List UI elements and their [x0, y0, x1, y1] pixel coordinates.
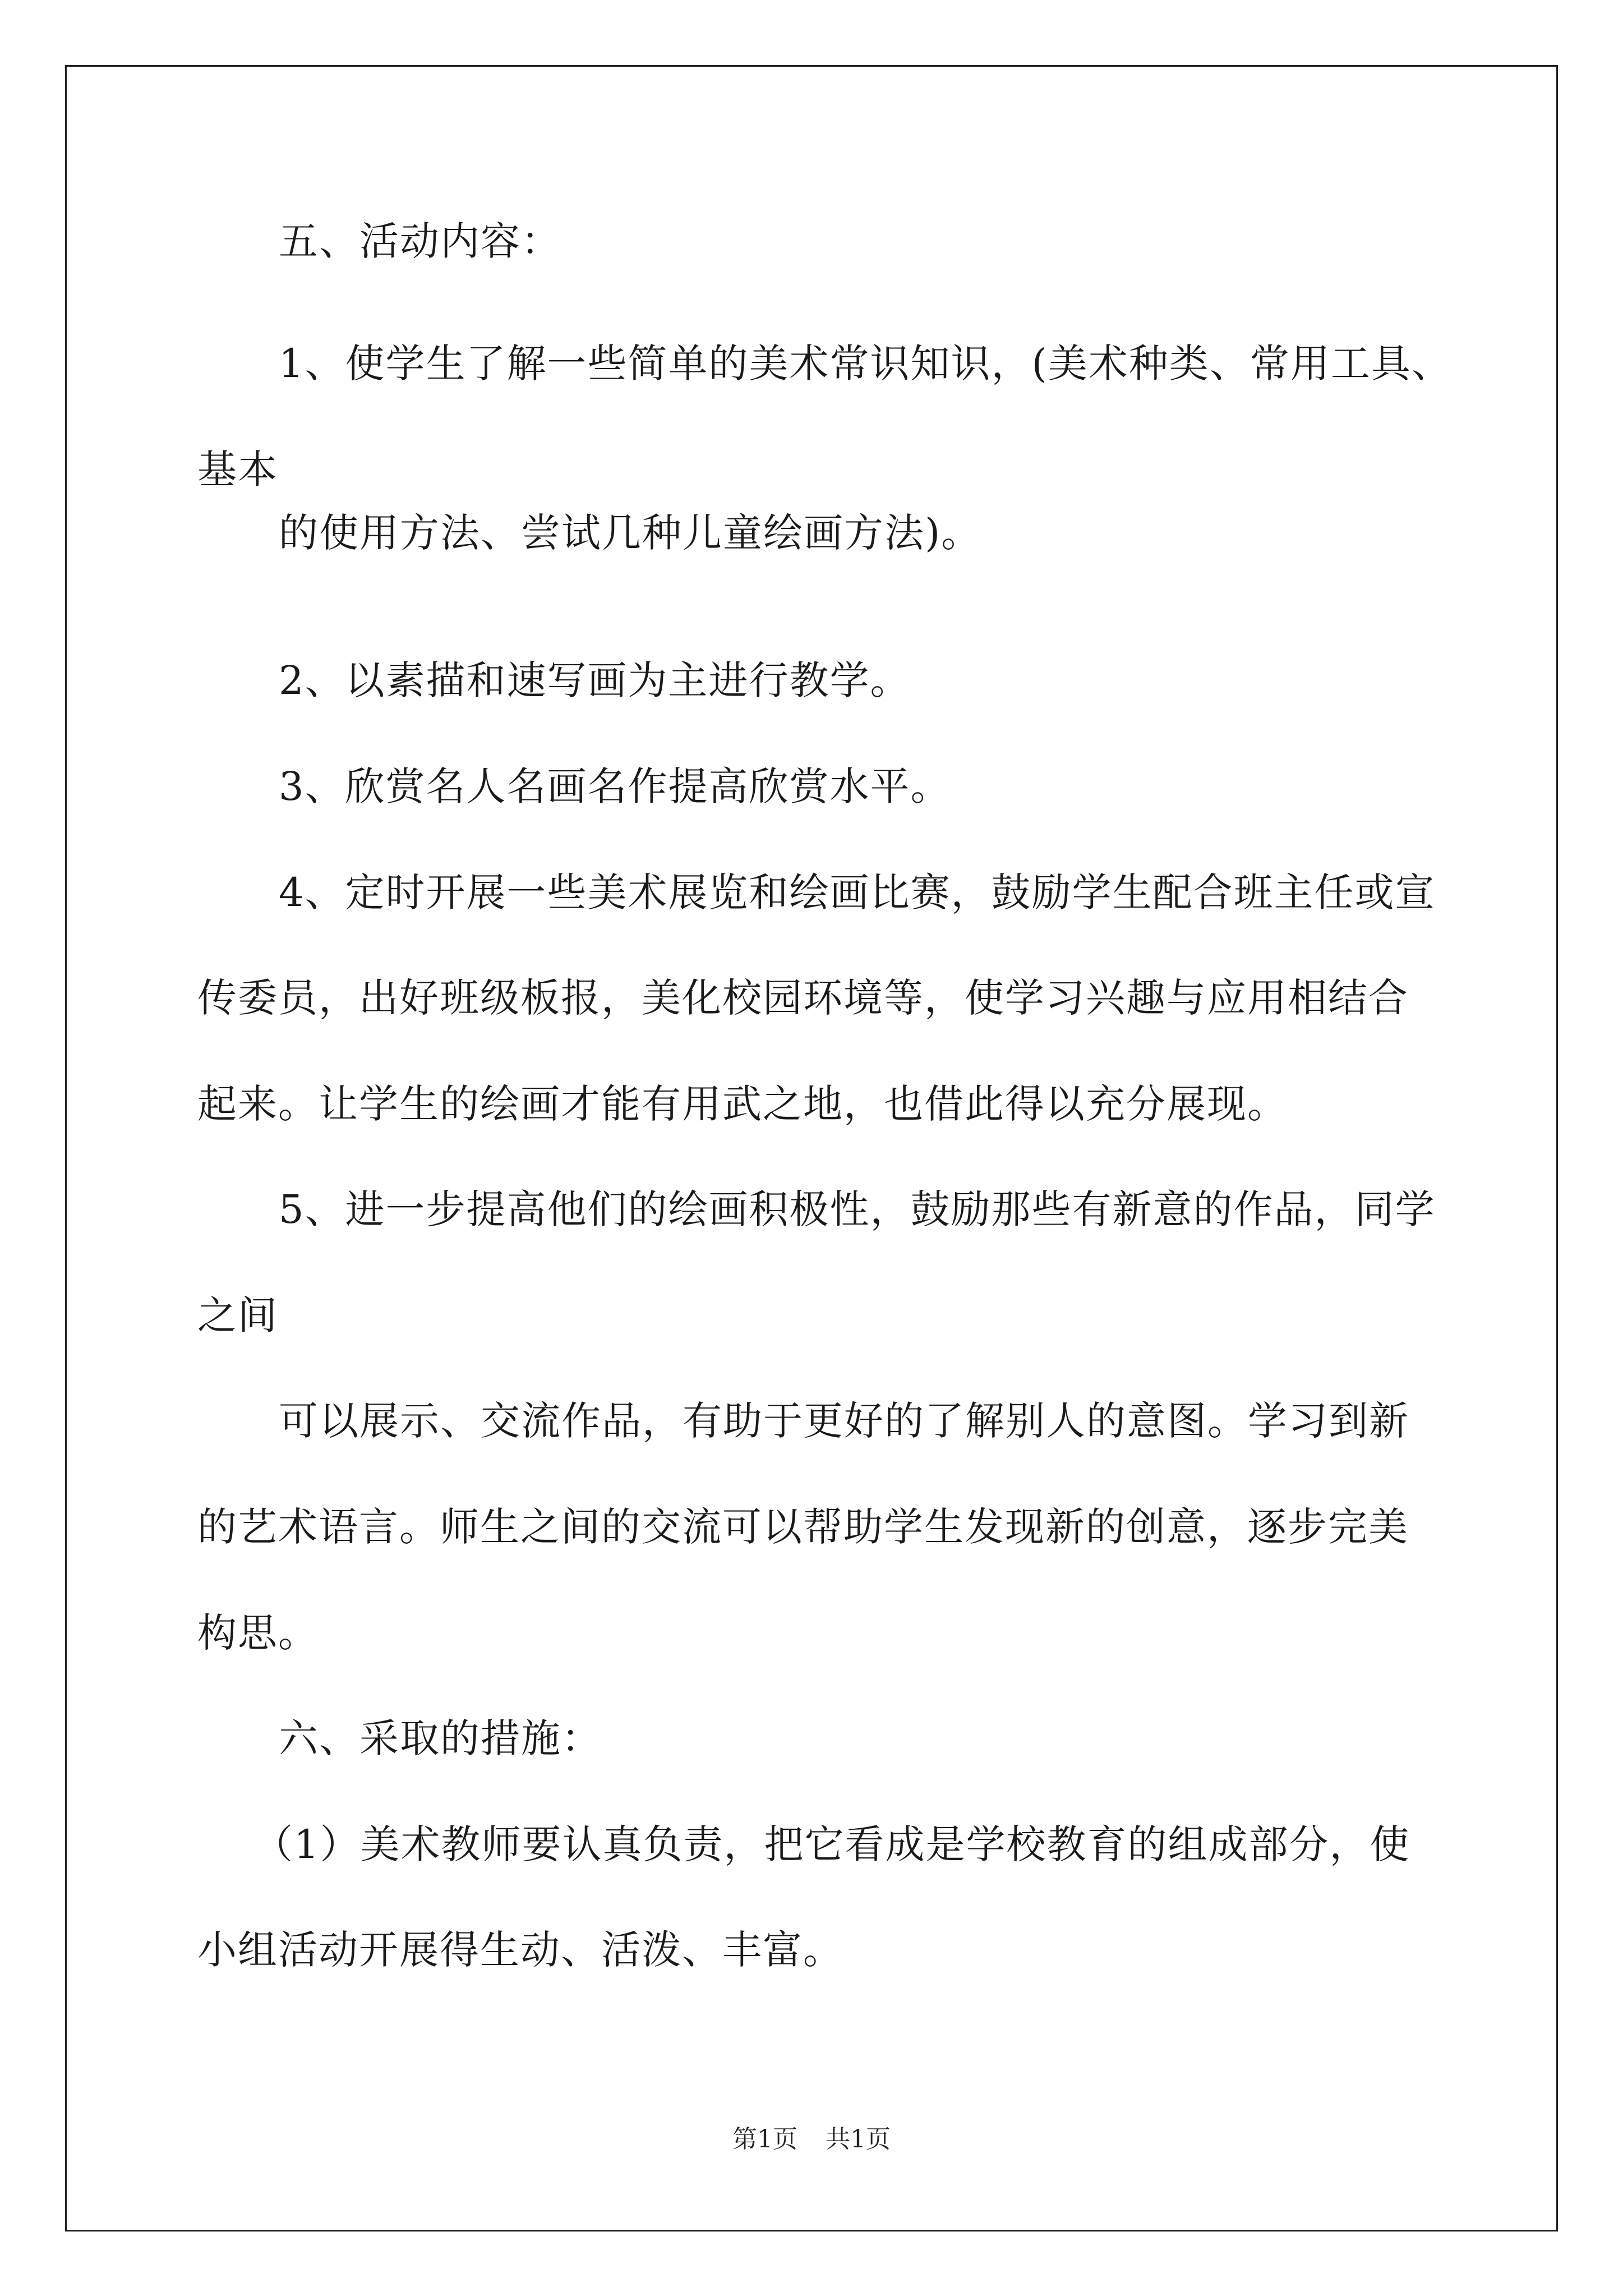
- paragraph-line: 5、进一步提高他们的绘画积极性，鼓励那些有新意的作品，同学: [279, 1186, 1436, 1232]
- page-number: 第1页: [732, 2125, 797, 2154]
- paragraph-line: 起来。让学生的绘画才能有用武之地，也借此得以充分展现。: [197, 1081, 1288, 1127]
- section-heading-measures: 六、采取的措施：: [279, 1715, 602, 1761]
- paragraph-line: 1、使学生了解一些简单的美术常识知识，(美术种类、常用工具、: [279, 341, 1452, 386]
- page-total: 共1页: [826, 2125, 891, 2154]
- section-heading-activity-content: 五、活动内容：: [279, 218, 561, 264]
- paragraph-line: 4、定时开展一些美术展览和绘画比赛，鼓励学生配合班主任或宣: [279, 869, 1436, 915]
- page-footer: [0, 2124, 1623, 2155]
- paragraph-line: 之间: [197, 1292, 278, 1338]
- paragraph-line: 构思。: [197, 1610, 319, 1656]
- paragraph-line: 3、欣赏名人名画名作提高欣赏水平。: [279, 763, 951, 809]
- paragraph-line: 传委员，出好班级板报，美化校园环境等，使学习兴趣与应用相结合: [197, 975, 1409, 1021]
- paragraph-line: （1）美术教师要认真负责，把它看成是学校教育的组成部分，使: [253, 1821, 1410, 1867]
- paragraph-line: 的艺术语言。师生之间的交流可以帮助学生发现新的创意，逐步完美: [197, 1504, 1409, 1550]
- paragraph-line: 2、以素描和速写画为主进行教学。: [279, 657, 911, 703]
- paragraph-line: 可以展示、交流作品，有助于更好的了解别人的意图。学习到新: [279, 1398, 1409, 1444]
- paragraph-line: 基本: [197, 447, 278, 493]
- paragraph-line: 的使用方法、尝试几种儿童绘画方法)。: [279, 510, 982, 556]
- paragraph-line: 小组活动开展得生动、活泼、丰富。: [197, 1927, 843, 1973]
